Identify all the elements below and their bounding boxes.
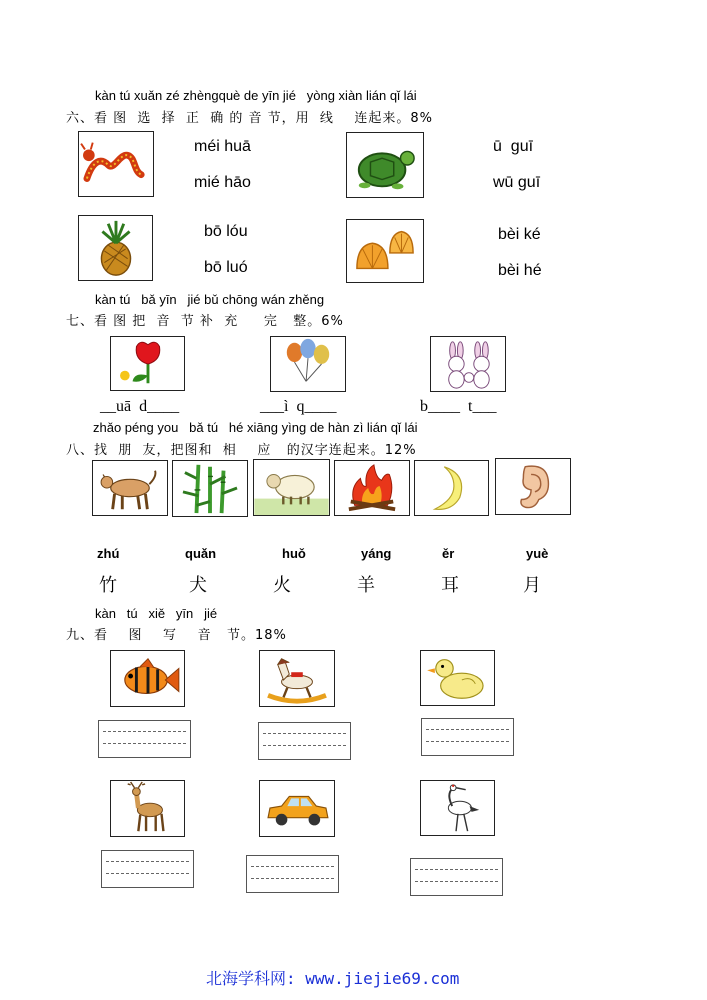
balloons-picture <box>270 336 346 392</box>
ear-picture <box>495 458 571 515</box>
bamboo-picture <box>172 460 248 517</box>
hanzi-sheep: 羊 <box>357 575 375 596</box>
answer-box-crane[interactable] <box>410 858 503 896</box>
fire-picture <box>334 460 410 516</box>
section8-pinyin: zhǎo péng you bǎ tú hé xiāng yìng de hàn zì lián qǐ lái <box>93 420 418 435</box>
answer-box-car[interactable] <box>246 855 339 893</box>
section7-heading: 七、看 图 把 音 节 补 充 完 整。6% <box>66 314 344 329</box>
shells-picture <box>346 219 424 283</box>
turtle-option-1: ū guī <box>493 138 534 155</box>
footer-website: 北海学科网: www.jiejie69.com <box>206 969 460 988</box>
flower-picture <box>110 336 185 391</box>
section9-pinyin: kàn tú xiě yīn jié <box>95 606 218 621</box>
turtle-option-2: wū guī <box>493 174 541 191</box>
shells-option-1: bèi ké <box>498 226 541 243</box>
answer-box-duck[interactable] <box>421 718 514 756</box>
dragon-option-1: méi huā <box>194 138 251 155</box>
pinyin-zhu: zhú <box>97 546 120 561</box>
flower-blank: __uā d____ <box>100 398 180 415</box>
pinyin-yue: yuè <box>526 546 549 561</box>
fish-picture <box>110 650 185 707</box>
section6-pinyin: kàn tú xuǎn zé zhèngquè de yīn jié yòng xiàn lián qǐ lái <box>95 88 417 103</box>
hanzi-bamboo: 竹 <box>99 575 117 596</box>
rabbits-picture <box>430 336 506 392</box>
hanzi-fire: 火 <box>273 575 291 596</box>
sheep-picture <box>253 459 330 516</box>
answer-box-fish[interactable] <box>98 720 191 758</box>
hanzi-moon: 月 <box>523 575 541 596</box>
section6-heading: 六、看 图 选 择 正 确 的 音 节，用 线 连起来。8% <box>66 111 434 126</box>
turtle-picture <box>346 132 424 198</box>
pinyin-quan: quǎn <box>185 546 217 561</box>
rabbits-blank: b____ t___ <box>420 398 497 415</box>
hanzi-ear: 耳 <box>441 575 459 596</box>
moon-picture <box>414 460 489 516</box>
dragon-option-2: mié hāo <box>194 174 251 191</box>
section7-pinyin: kàn tú bǎ yīn jié bǔ chōng wán zhěng <box>95 292 325 307</box>
balloons-blank: ___ì q____ <box>260 398 337 415</box>
shells-option-2: bèi hé <box>498 262 542 279</box>
hanzi-dog: 犬 <box>189 575 207 596</box>
dragon-picture <box>78 131 154 197</box>
pinyin-huo: huǒ <box>282 546 306 561</box>
deer-picture <box>110 780 185 837</box>
dog-picture <box>92 460 168 516</box>
section8-heading: 八、找 朋 友，把图和 相 应 的汉字连起来。12% <box>66 443 417 458</box>
pineapple-option-1: bō lóu <box>204 223 248 240</box>
pineapple-option-2: bō luó <box>204 259 248 276</box>
rocking-horse-picture <box>259 650 335 707</box>
crane-picture <box>420 780 495 836</box>
pinyin-er: ěr <box>442 546 455 561</box>
answer-box-deer[interactable] <box>101 850 194 888</box>
section9-heading: 九、看 图 写 音 节。18% <box>66 628 287 643</box>
answer-box-rocking-horse[interactable] <box>258 722 351 760</box>
car-picture <box>259 780 335 837</box>
duck-picture <box>420 650 495 706</box>
pinyin-yang: yáng <box>361 546 392 561</box>
pineapple-picture <box>78 215 153 281</box>
